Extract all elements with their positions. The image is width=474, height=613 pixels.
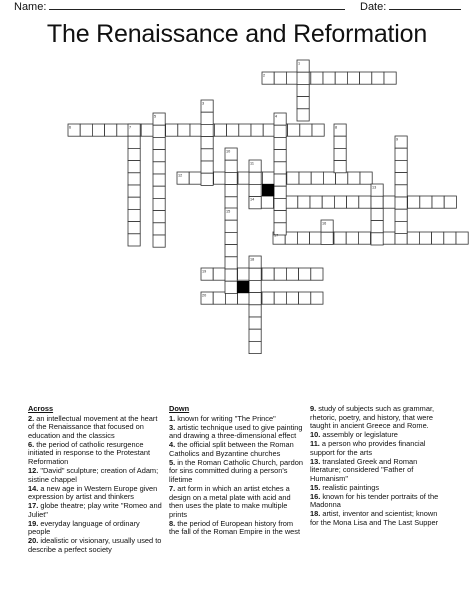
grid-cell[interactable] [311,72,323,84]
grid-cell[interactable] [225,232,237,244]
down-clues-continued [310,405,448,528]
down-heading: Down [169,404,190,413]
clue-text: everyday language of ordinary people [28,518,140,537]
clue-text: assembly or legislature [322,430,398,440]
grid-cell[interactable] [311,292,323,304]
grid-cell[interactable] [297,84,309,96]
grid-cell[interactable] [444,232,456,244]
grid-cell[interactable] [311,172,323,184]
grid-cell[interactable] [395,221,407,233]
grid-cell[interactable] [371,196,383,208]
clue-item [310,405,448,431]
clue-text: the period of catholic resurgence initiated in response to the Protestant Reformation [28,439,151,466]
clue-number-label: 7. [169,483,178,493]
clue-number-label: 14. [28,483,41,493]
grid-cell[interactable] [274,150,286,162]
clue-number-label: 5. [169,457,178,467]
grid-cell[interactable] [153,198,165,210]
grid-cell[interactable] [274,125,286,137]
grid-cell[interactable] [92,124,104,136]
grid-cell[interactable] [274,186,286,198]
grid-cell[interactable] [225,257,237,269]
grid-cell[interactable] [274,162,286,174]
grid-cell[interactable] [80,124,92,136]
clue-item [28,537,163,554]
clue-text: "David" sculpture; creation of Adam; sistine chappel [28,465,159,484]
grid-cell[interactable] [153,150,165,162]
clue-item [169,441,303,458]
grid-cell[interactable] [372,72,384,84]
grid-cell[interactable] [432,196,444,208]
black-square [237,281,249,293]
clue-number: 19 [202,269,207,274]
grid-cell[interactable] [225,269,237,281]
clue-number: 20 [202,293,207,298]
clue-text: an intellectual movement at the heart of the Renaissance that focused on education and the classics [28,413,158,440]
grid-cell[interactable] [395,197,407,209]
clue-number-label: 6. [28,439,37,449]
clue-item [169,485,303,519]
grid-cell[interactable] [336,172,348,184]
grid-cell[interactable] [360,72,372,84]
clue-number: 6 [69,125,72,130]
grid-cell[interactable] [346,232,358,244]
clue-text: globe theatre; play write "Romeo and Juliet" [28,501,162,519]
grid-cell[interactable] [323,72,335,84]
grid-cell[interactable] [274,72,286,84]
grid-cell[interactable] [383,232,395,244]
clue-number: 13 [372,185,377,190]
grid-cell[interactable] [249,317,261,329]
grid-cell[interactable] [419,232,431,244]
grid-cell[interactable] [190,124,202,136]
clue-number: 14 [250,197,255,202]
grid-cell[interactable] [286,196,298,208]
grid-cell[interactable] [371,233,383,245]
grid-cell[interactable] [299,292,311,304]
grid-cell[interactable] [407,232,419,244]
grid-cell[interactable] [395,209,407,221]
grid-cell[interactable] [153,137,165,149]
grid-cell[interactable] [225,281,237,293]
grid-cell[interactable] [456,232,468,244]
grid-cell[interactable] [128,136,140,148]
grid-cell[interactable] [395,185,407,197]
grid-cell[interactable] [239,124,251,136]
clue-text: the official split between the Roman Catholics and Byzantine churches [169,440,294,458]
clue-number: 5 [154,114,157,119]
grid-cell[interactable] [263,124,275,136]
clue-text: in the Roman Catholic Church, pardon for sins committed during a person's lifetime [169,457,303,484]
grid-cell[interactable] [286,268,298,280]
grid-cell[interactable] [225,292,237,304]
grid-cell[interactable] [322,196,334,208]
clue-number: 12 [178,173,183,178]
clue-text: study of subjects such as grammar, rhetoric, poetry, and history, that were taught in ancient Greece and Rome. [310,404,435,431]
grid-cell[interactable] [128,185,140,197]
grid-cell[interactable] [153,186,165,198]
grid-cell[interactable] [432,232,444,244]
grid-cell[interactable] [214,172,226,184]
grid-cell[interactable] [299,268,311,280]
grid-cell[interactable] [128,209,140,221]
grid-cell[interactable] [214,124,226,136]
clue-number-label: 3. [169,422,178,432]
clue-item [310,493,448,510]
grid-cell[interactable] [166,124,178,136]
clue-number-label: 19. [28,518,41,528]
grid-cell[interactable] [225,185,237,197]
grid-cell[interactable] [225,197,237,209]
grid-cell[interactable] [153,235,165,247]
clue-text: a new age in Western Europe given expression by artist and thinkers [28,483,158,502]
clue-number-label: 13. [310,456,323,466]
grid-cell[interactable] [201,161,213,173]
clue-number: 3 [202,101,205,106]
grid-cell[interactable] [310,196,322,208]
clue-text: art form in which an artist etches a design on a metal plate with acid and then uses the plate to make multiple prints [169,483,291,519]
clue-item [28,502,163,519]
clue-number-label: 18. [310,509,323,519]
grid-cell[interactable] [384,72,396,84]
clue-number: 9 [396,137,399,142]
clue-item [310,510,448,527]
clue-item [310,440,448,457]
grid-cell[interactable] [312,124,324,136]
clue-text: translated Greek and Roman literature; considered "Father of Humanism" [310,456,418,483]
black-square [262,184,274,196]
grid-cell[interactable] [225,160,237,172]
clue-number: 1 [298,61,301,66]
grid-cell[interactable] [262,172,274,184]
grid-cell[interactable] [213,268,225,280]
grid-cell[interactable] [249,280,261,292]
clue-number-label: 1. [169,413,178,423]
grid-cell[interactable] [334,136,346,148]
clue-item [310,458,448,484]
grid-cell[interactable] [297,72,309,84]
grid-cell[interactable] [274,211,286,223]
grid-cell[interactable] [323,172,335,184]
clue-number-label: 17. [28,501,41,511]
grid-cell[interactable] [287,172,299,184]
grid-cell[interactable] [225,172,237,184]
grid-cell[interactable] [262,292,274,304]
clue-number: 15 [226,209,231,214]
grid-cell[interactable] [227,124,239,136]
across-heading: Across [28,404,54,413]
grid-cell[interactable] [297,97,309,109]
across-clues [28,405,163,555]
clue-item [169,459,303,485]
clue-number-label: 8. [169,518,178,528]
grid-cell[interactable] [274,198,286,210]
grid-cell[interactable] [444,196,456,208]
clue-text: realistic paintings [322,482,380,492]
grid-cell[interactable] [395,160,407,172]
grid-cell[interactable] [334,232,346,244]
grid-cell[interactable] [201,124,213,136]
grid-cell[interactable] [117,124,132,136]
grid-cell[interactable] [358,232,370,244]
grid-cell[interactable] [225,220,237,232]
clue-number: 2 [263,73,266,78]
grid-cell[interactable] [105,124,117,136]
grid-cell[interactable] [286,292,298,304]
grid-cell[interactable] [335,72,347,84]
clue-number: 8 [335,125,338,130]
clue-text: a person who provides financial support for the arts [310,439,426,457]
grid-cell[interactable] [348,172,360,184]
clue-item [28,485,163,502]
name-label: Name: [14,1,47,13]
grid-cell[interactable] [298,196,310,208]
grid-cell[interactable] [128,234,140,246]
grid-cell[interactable] [128,161,140,173]
clue-number: 10 [226,149,231,154]
grid-cell[interactable] [153,174,165,186]
clue-item [169,424,303,441]
clue-number: 11 [250,161,254,166]
grid-cell[interactable] [359,196,371,208]
grid-cell[interactable] [262,268,274,280]
grid-cell[interactable] [334,196,346,208]
grid-cell[interactable] [249,268,261,280]
grid-cell[interactable] [225,245,237,257]
grid-cell[interactable] [334,148,346,160]
clue-text: artist, inventor and scientist; known for the Mona Lisa and The Last Supper [310,509,439,528]
grid-cell[interactable] [189,172,201,184]
grid-cell[interactable] [153,125,165,137]
grid-cell[interactable] [300,124,312,136]
grid-cell[interactable] [360,172,372,184]
clue-text: idealistic or visionary, usually used to describe a perfect society [28,536,162,554]
clue-number-label: 20. [28,536,41,546]
date-label: Date: [360,1,387,13]
clue-item [28,415,163,441]
clue-text: known for his tender portraits of the Madonna [310,491,439,510]
down-clues [169,405,303,537]
grid-cell[interactable] [420,196,432,208]
grid-cell[interactable] [249,305,261,317]
grid-cell[interactable] [274,174,286,186]
clue-item [28,467,163,484]
grid-cell[interactable] [297,232,309,244]
clue-number: 7 [129,125,132,130]
clue-number: 17 [274,233,279,238]
page-title: The Renaissance and Reformation [46,20,428,48]
grid-cell[interactable] [178,124,190,136]
grid-cell[interactable] [238,268,250,280]
grid-cell[interactable] [371,221,383,233]
grid-cell[interactable] [201,137,213,149]
grid-cell[interactable] [347,196,359,208]
clue-item [28,441,163,467]
grid-cell[interactable] [128,173,140,185]
grid-cell[interactable] [141,124,153,136]
clue-text: artistic technique used to give painting and drawing a three-dimensional effect [169,422,303,441]
grid-cell[interactable] [395,173,407,185]
grid-cell[interactable] [201,173,213,185]
grid-cell[interactable] [288,124,300,136]
clue-number: 18 [250,257,255,262]
clue-number-label: 2. [28,413,37,423]
grid-cell[interactable] [251,124,263,136]
grid-cell[interactable] [299,172,311,184]
clue-number-label: 9. [310,404,319,413]
grid-cell[interactable] [395,148,407,160]
grid-cell[interactable] [311,268,323,280]
grid-cell[interactable] [274,137,286,149]
clue-number-label: 4. [169,440,178,450]
clue-number-label: 11. [310,439,322,449]
grid-cell[interactable] [128,222,140,234]
clue-number: 4 [275,114,278,119]
grid-cell[interactable] [261,196,273,208]
clue-item [169,520,303,537]
grid-cell[interactable] [297,109,309,121]
grid-cell[interactable] [249,172,261,184]
clue-number-label: 12. [28,465,41,475]
grid-cell[interactable] [213,292,225,304]
clue-text: known for writing "The Prince" [177,413,276,423]
clue-number-label: 15. [310,482,323,492]
grid-cell[interactable] [153,223,165,235]
clue-number-label: 10. [310,430,323,440]
clue-number: 16 [322,221,327,226]
grid-cell[interactable] [201,112,213,124]
grid-cell[interactable] [334,161,346,173]
grid-cell[interactable] [274,292,286,304]
grid-cell[interactable] [285,232,297,244]
grid-cell[interactable] [408,196,420,208]
grid-cell[interactable] [321,232,333,244]
grid-cell[interactable] [128,197,140,209]
grid-cell[interactable] [249,184,261,196]
clue-text: the period of European history from the fall of the Roman Empire in the west [169,518,301,537]
grid-cell[interactable] [128,148,140,160]
grid-cell[interactable] [238,172,250,184]
grid-cell[interactable] [383,196,395,208]
grid-cell[interactable] [371,208,383,220]
grid-cell[interactable] [238,292,250,304]
grid-cell[interactable] [153,211,165,223]
grid-cell[interactable] [201,149,213,161]
clue-item [28,520,163,537]
grid-cell[interactable] [249,293,261,305]
grid-cell[interactable] [249,341,261,353]
grid-cell[interactable] [310,232,322,244]
clue-number-label: 16. [310,491,323,501]
grid-cell[interactable] [153,162,165,174]
grid-cell[interactable] [274,268,286,280]
grid-cell[interactable] [249,329,261,341]
grid-cell[interactable] [347,72,359,84]
